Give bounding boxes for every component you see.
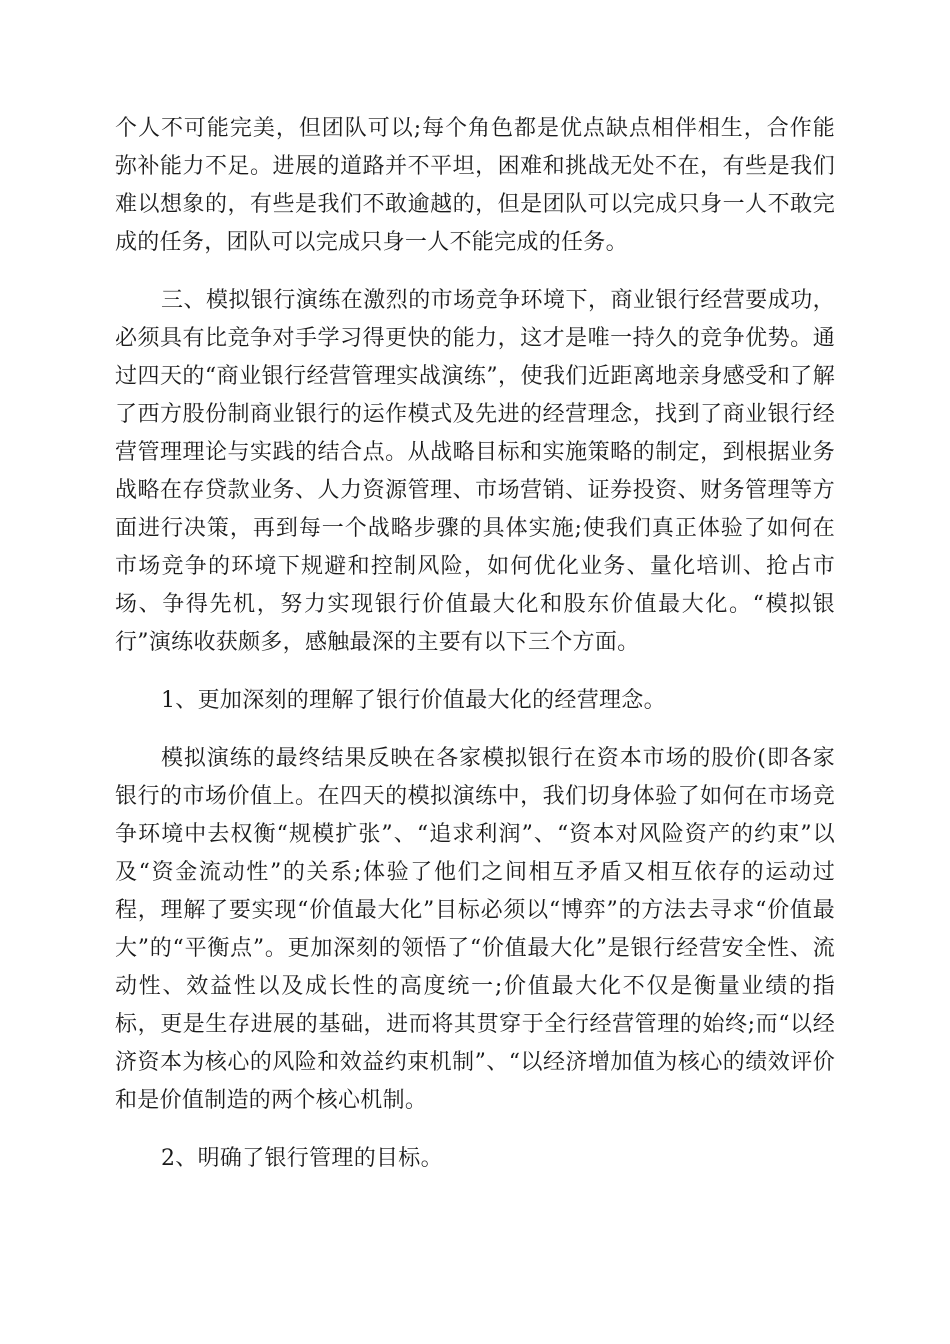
paragraph-teamwork: 个人不可能完美，但团队可以;每个角色都是优点缺点相伴相生，合作能弥补能力不足。进展的道路并不平坦，困难和挑战无处不在，有些是我们难以想象的，有些是我们不敢逾越的，但是团队可以完成只身一人不敢完成的任务，团队可以完成只身一人不能完成的任务。	[115, 116, 835, 255]
subheading-management-goal: 2、明确了银行管理的目标。	[161, 1146, 443, 1171]
paragraph-simulation-results: 模拟演练的最终结果反映在各家模拟银行在资本市场的股价(即各家银行的市场价值上。在四天的模拟演练中，我们切身体验了如何在市场竞争环境中去权衡“规模扩张”、“追求利润”、“资本对风险资产的约束”以及“资金流动性”的关系;体验了他们之间相互矛盾又相互依存的运动过程，理解了要实现“价值最大化”目标必须以“博弈”的方法去寻求“价值最大”的“平衡点”。更加深刻的领悟了“价值最大化”是银行经营安全性、流动性、效益性以及成长性的高度统一;价值最大化不仅是衡量业绩的指标，更是生存进展的基础，进而将其贯穿于全行经营管理的始终;而“以经济资本为核心的风险和效益约束机制”、“以经济增加值为核心的绩效评价和是价值制造的两个核心机制。	[115, 746, 835, 1113]
document-page	[115, 110, 835, 1198]
paragraph-section-three: 三、模拟银行演练在激烈的市场竞争环境下，商业银行经营要成功，必须具有比竞争对手学习得更快的能力，这才是唯一持久的竞争优势。通过四天的“商业银行经营管理实战演练”，使我们近距离地亲身感受和了解了西方股份制商业银行的运作模式及先进的经营理念，找到了商业银行经营管理理论与实践的结合点。从战略目标和实施策略的制定，到根据业务战略在存贷款业务、人力资源管理、市场营销、证券投资、财务管理等方面进行决策，再到每一个战略步骤的具体实施;使我们真正体验了如何在市场竞争的环境下规避和控制风险，如何优化业务、量化培训、抢占市场、争得先机，努力实现银行价值最大化和股东价值最大化。“模拟银行”演练收获颇多，感触最深的主要有以下三个方面。	[115, 288, 835, 655]
subheading-value-maximization: 1、更加深刻的理解了银行价值最大化的经营理念。	[161, 688, 666, 713]
